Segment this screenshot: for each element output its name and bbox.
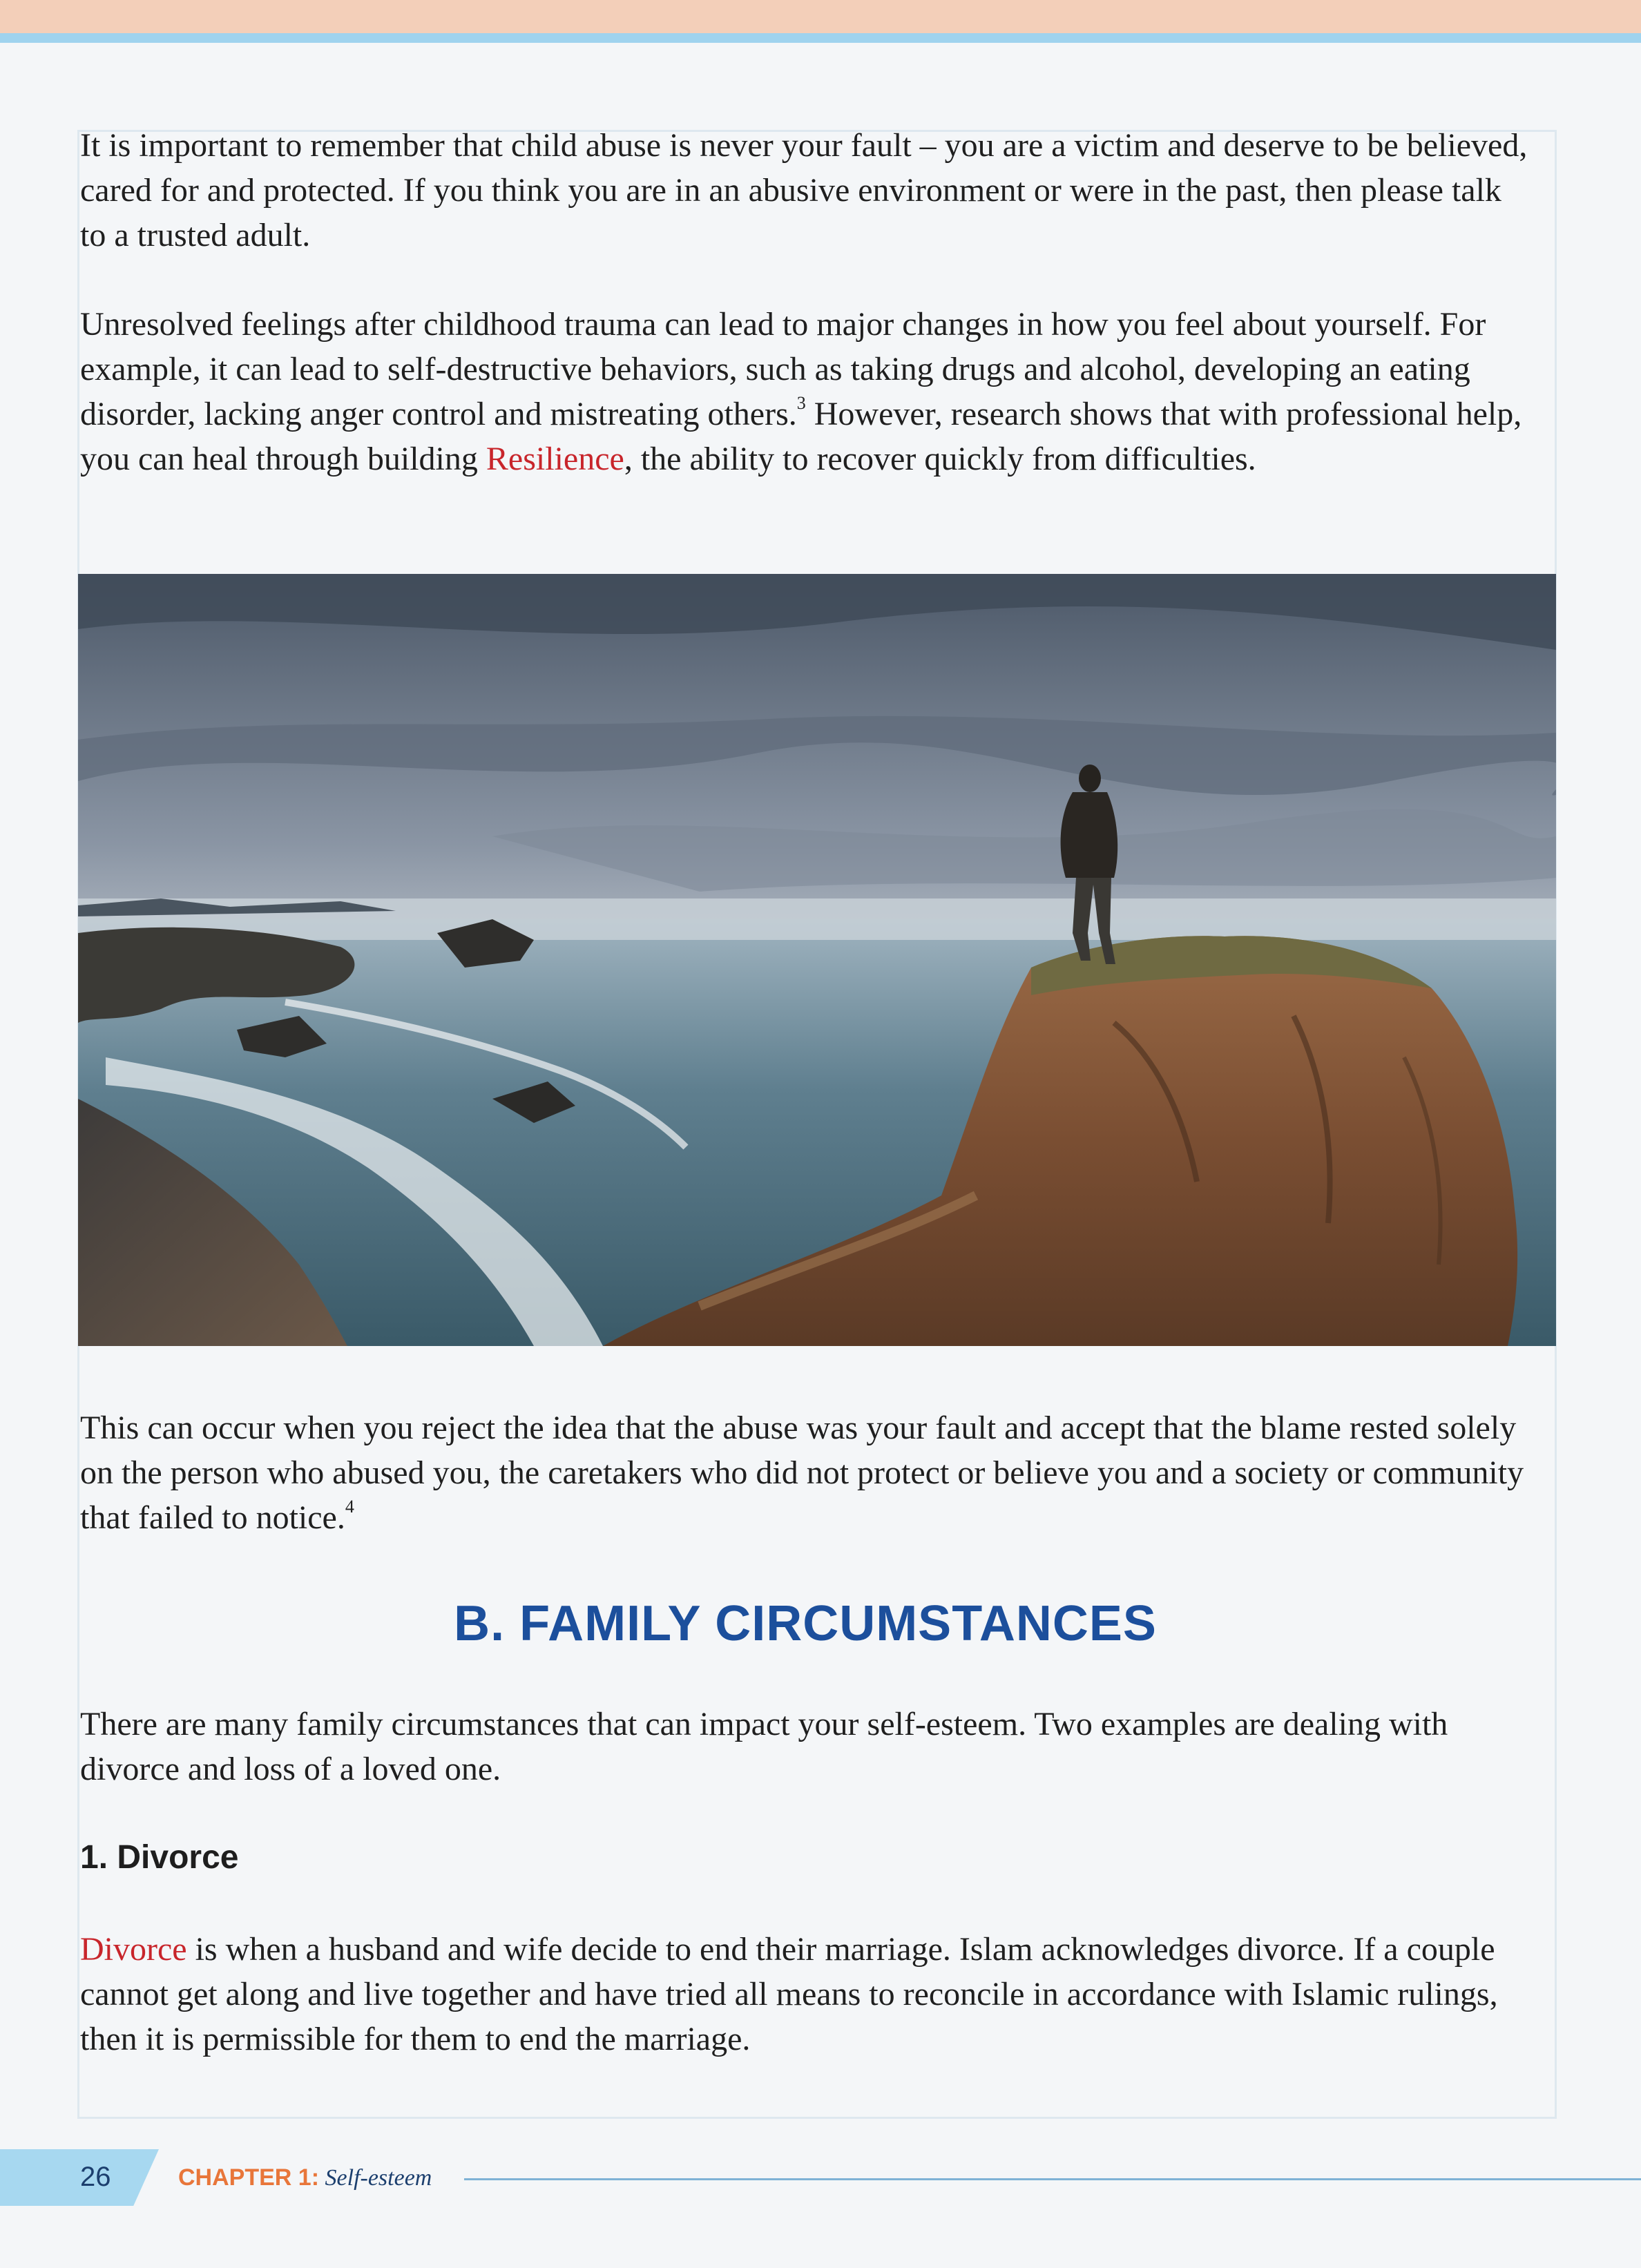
footer-page-tab [0,2149,159,2206]
paragraph-text: This can occur when you reject the idea that the abuse was your fault and accept that the blame rested solely on the person who abused you, the caretakers who did not protect or believe you and a society or community that failed to notice. [80,1410,1524,1536]
paragraph-abuse-not-your-fault: It is important to remember that child abuse is never your fault – you are a victim and deserve to be believed, cared for and protected. If you think you are in an abusive environment or were in the past, then please talk to a trusted adult. [80,127,1528,253]
footer-chapter [178,2160,432,2195]
paragraph-text: , the ability to recover quickly from difficulties. [624,441,1256,477]
paragraph-unresolved-feelings [80,302,1530,481]
top-accent-band [0,0,1641,33]
footnote-ref: 3 [796,393,806,413]
footnote-ref: 4 [345,1497,354,1517]
term-resilience: Resilience [486,441,624,477]
paragraph-divorce [80,1927,1530,2062]
chapter-label: CHAPTER 1: [178,2164,320,2191]
subsection-heading: 1. Divorce [80,1839,239,1876]
term-divorce: Divorce [80,1931,187,1968]
page-number: 26 [80,2162,111,2192]
paragraph-text: is when a husband and wife decide to end their marriage. Islam acknowledges divorce. If a couple cannot get along and live together and have tried all means to reconcile in accordance with Islamic rulings, then it is permissible for them to end the marriage. [80,1931,1498,2057]
paragraph-text: Unresolved feelings after childhood trauma can lead to major changes in how you feel about yourself. For example, it can lead to self-destructive behaviors, such as taking drugs and alcohol, developing an eating disorder, lacking anger control and mistreating others. [80,306,1486,432]
chapter-title: Self-esteem [325,2165,432,2191]
top-accent-stripe [0,33,1641,43]
section-heading: B. FAMILY CIRCUMSTANCES [454,1596,1157,1651]
footer-rule [464,2178,1641,2180]
paragraph-text: However, research shows that with professional help, you can heal through building [80,396,1522,477]
paragraph-blame-rested [80,1405,1530,1540]
cliff-photo [78,574,1556,1346]
paragraph-family-circumstances: There are many family circumstances that can impact your self-esteem. Two examples are dealing with divorce and loss of a loved one. [80,1706,1448,1787]
